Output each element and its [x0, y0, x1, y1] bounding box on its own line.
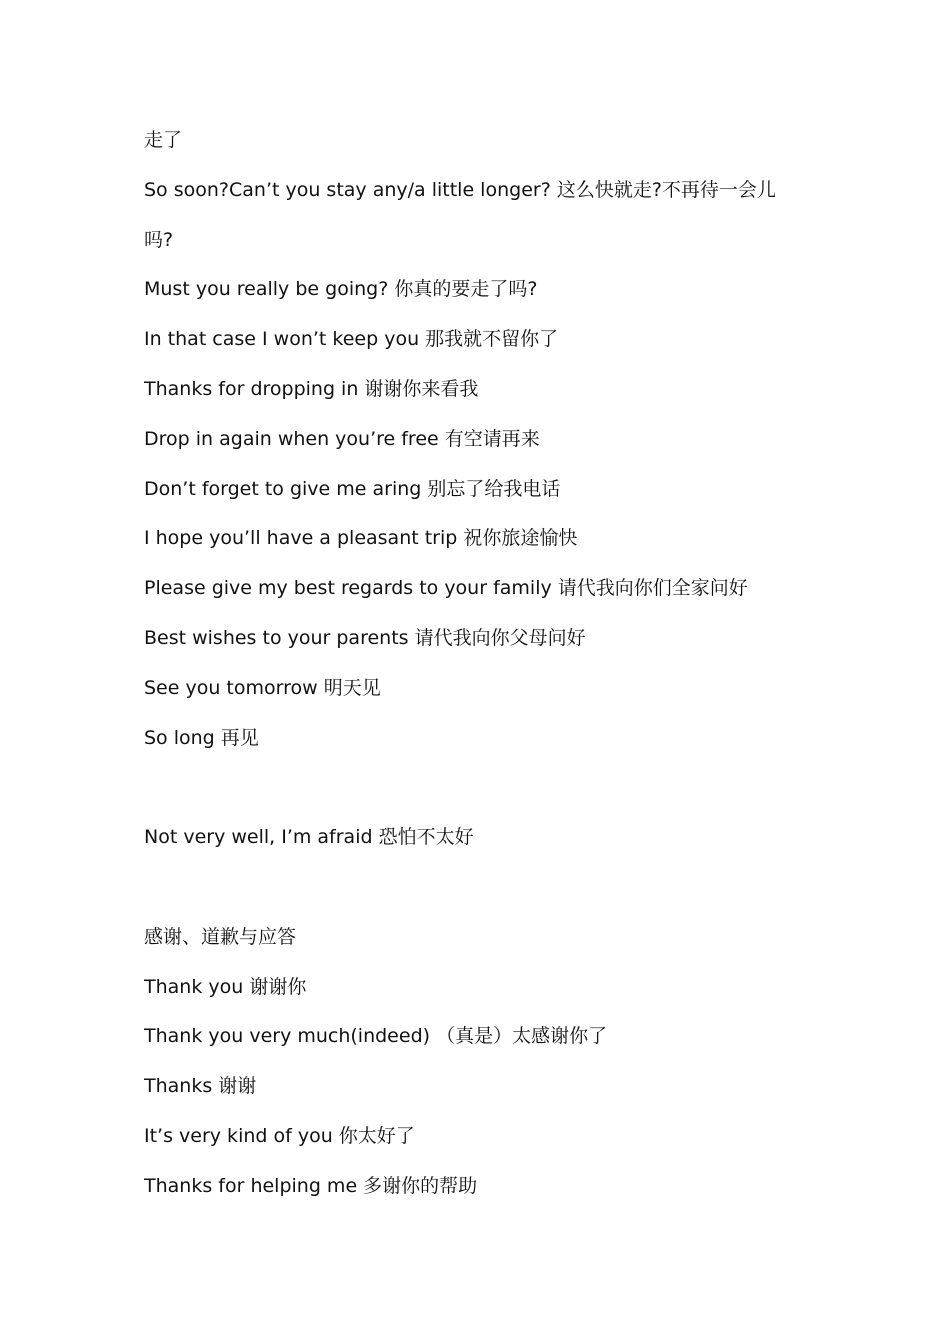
text-line: Drop in again when you’re free 有空请再来: [144, 427, 540, 450]
text-line: So soon?Can’t you stay any/a little longer? 这么快就走?不再待一会儿: [144, 178, 776, 201]
text-line: Don’t forget to give me aring 别忘了给我电话: [144, 477, 561, 500]
blank-line: [144, 763, 814, 813]
text-line: Please give my best regards to your family 请代我向你们全家问好: [144, 577, 748, 600]
text-line: Not very well, I’m afraid 恐怕不太好: [144, 826, 474, 849]
section-heading: 感谢、道歉与应答: [144, 925, 297, 948]
text-line: I hope you’ll have a pleasant trip 祝你旅途愉快: [144, 527, 578, 550]
text-line: In that case I won’t keep you 那我就不留你了: [144, 328, 559, 351]
text-line: Thank you 谢谢你: [144, 975, 307, 998]
text-line: Thank you very much(indeed) （真是）太感谢你了: [144, 1025, 608, 1048]
text-line: See you tomorrow 明天见: [144, 676, 381, 699]
text-line: Thanks for dropping in 谢谢你来看我: [144, 377, 479, 400]
text-line: Thanks for helping me 多谢你的帮助: [144, 1174, 478, 1197]
text-line: Best wishes to your parents 请代我向你父母问好: [144, 626, 586, 649]
text-line: 吗?: [144, 228, 174, 251]
text-line: Thanks 谢谢: [144, 1075, 257, 1098]
text-line: It’s very kind of you 你太好了: [144, 1124, 415, 1147]
blank-line: [144, 863, 814, 913]
text-line: 走了: [144, 129, 183, 151]
text-line: So long 再见: [144, 726, 259, 749]
document-body: [144, 116, 814, 1212]
text-line: Must you really be going? 你真的要走了吗?: [144, 278, 538, 301]
